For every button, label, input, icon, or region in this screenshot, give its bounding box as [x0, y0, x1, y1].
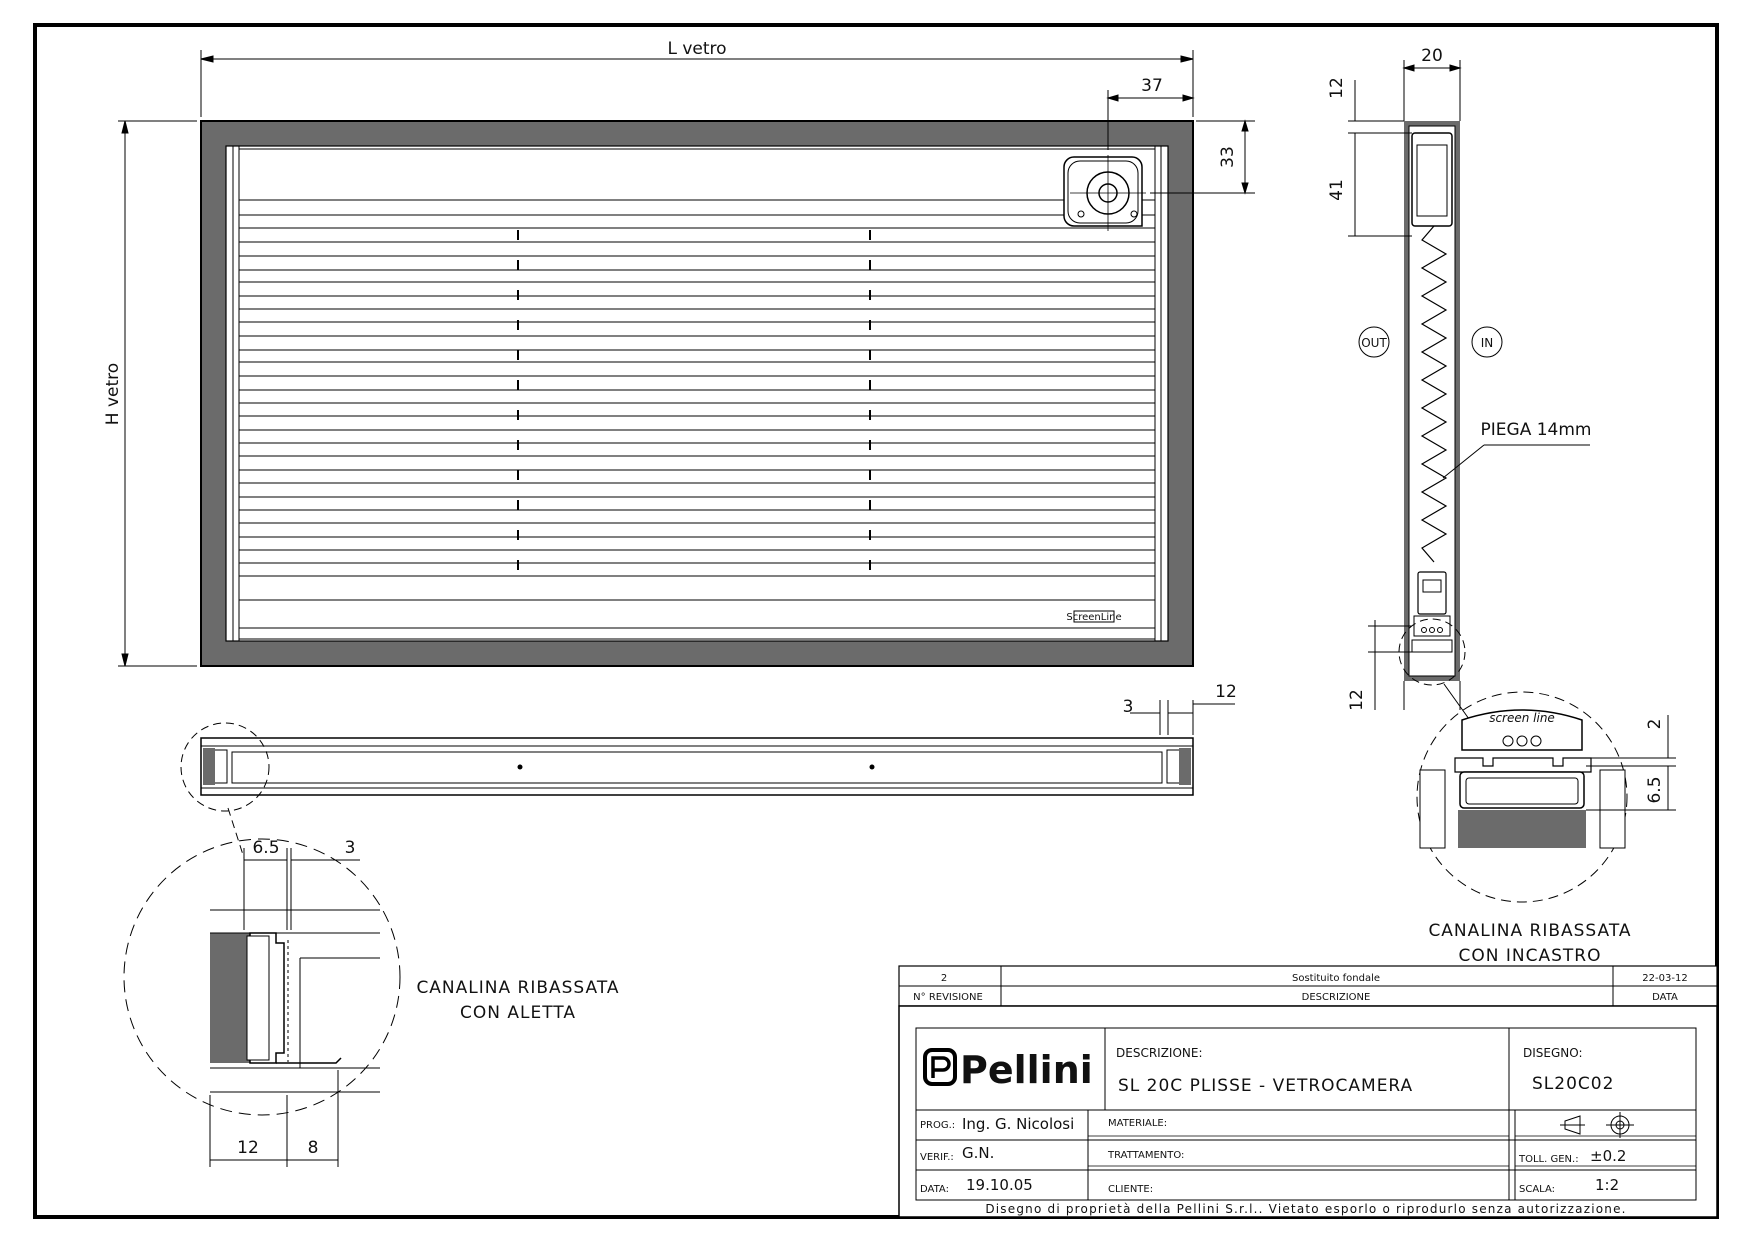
dim-2-right: 2 [1645, 718, 1665, 730]
control-knob [1064, 155, 1146, 231]
treatment-label: TRATTAMENTO: [1108, 1150, 1185, 1161]
front-view [103, 39, 1255, 666]
title-block [899, 1006, 1717, 1217]
bottom-view [181, 682, 1237, 811]
dim-height [118, 121, 197, 666]
scale-label: SCALA: [1519, 1184, 1556, 1195]
side-section [1327, 46, 1591, 726]
width-label: L vetro [667, 39, 727, 59]
prog-label: PROG.: [920, 1120, 956, 1131]
revision-description: Sostituito fondale [1291, 973, 1381, 984]
aletta-title-1: CANALINA RIBASSATA [416, 978, 620, 998]
revision-number: 2 [940, 973, 948, 984]
brand-badge-text: ScreenLine [1066, 612, 1122, 623]
dim-33: 33 [1218, 146, 1238, 168]
tolerance-label: TOLL. GEN.: [1519, 1154, 1579, 1165]
verif-value: G.N. [962, 1144, 995, 1162]
aletta-title-2: CON ALETTA [460, 1003, 576, 1023]
revision-table [899, 966, 1717, 1006]
scale-value: 1:2 [1595, 1176, 1620, 1194]
dim-41: 41 [1327, 179, 1347, 201]
pleat-label: PIEGA 14mm [1480, 420, 1592, 440]
dim-37: 37 [1141, 76, 1163, 96]
header-date: DATA [1652, 992, 1678, 1003]
verif-label: VERIF.: [920, 1152, 954, 1163]
height-label: H vetro [103, 362, 123, 426]
dim-20: 20 [1421, 46, 1443, 66]
dim-width [201, 50, 1193, 117]
dim-12-bottom-side: 12 [1347, 689, 1367, 711]
dim-6-5-right: 6.5 [1645, 776, 1665, 804]
out-label: OUT [1361, 336, 1387, 350]
tolerance-value: ±0.2 [1590, 1147, 1627, 1165]
drawing-label: DISEGNO: [1523, 1046, 1583, 1060]
dim-12-left: 12 [237, 1138, 259, 1158]
dim-12-bottom: 12 [1215, 682, 1237, 702]
revision-date: 22-03-12 [1642, 973, 1688, 984]
description-label: DESCRIZIONE: [1116, 1046, 1203, 1060]
frame-inner [226, 146, 1168, 641]
ownership-notice: Disegno di proprietà della Pellini S.r.l.. Vietato esporlo o riprodurlo senza autorizzazione. [985, 1202, 1627, 1216]
drawing-value: SL20C02 [1532, 1074, 1615, 1094]
incastro-brand: screen line [1489, 711, 1555, 725]
dim-3-bottom: 3 [1122, 697, 1134, 717]
detail-aletta [124, 808, 620, 1167]
description-value: SL 20C PLISSE - VETROCAMERA [1118, 1076, 1414, 1096]
date-label: DATA: [920, 1184, 949, 1195]
detail-incastro [1417, 692, 1676, 966]
incastro-title-1: CANALINA RIBASSATA [1428, 921, 1632, 941]
incastro-title-2: CON INCASTRO [1458, 946, 1602, 966]
dim-6-5-left: 6.5 [252, 838, 280, 858]
header-revision: N° REVISIONE [913, 992, 983, 1003]
dim-3-left: 3 [344, 838, 356, 858]
dim-12-top: 12 [1327, 77, 1347, 99]
client-label: CLIENTE: [1108, 1184, 1154, 1195]
dim-8-left: 8 [307, 1138, 319, 1158]
in-label: IN [1480, 336, 1494, 350]
prog-value: Ing. G. Nicolosi [962, 1115, 1075, 1133]
date-value: 19.10.05 [966, 1176, 1033, 1194]
logo-text: Pellini [960, 1048, 1093, 1092]
material-label: MATERIALE: [1108, 1118, 1168, 1129]
header-description: DESCRIZIONE [1301, 992, 1371, 1003]
